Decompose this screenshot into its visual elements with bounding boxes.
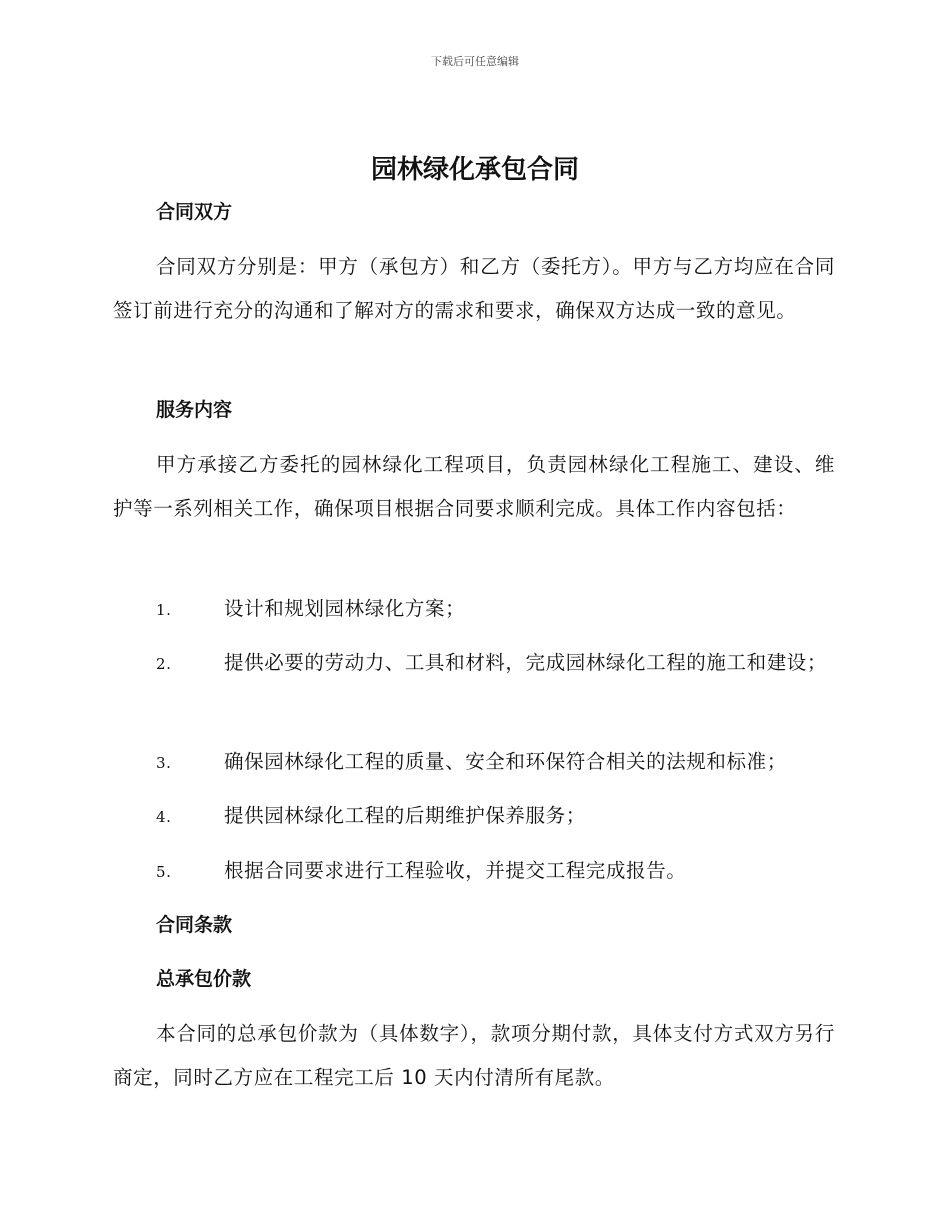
list-item bbox=[113, 849, 835, 894]
list-item-number: 4. bbox=[156, 808, 172, 826]
document-title: 园林绿化承包合同 bbox=[370, 155, 579, 185]
list-item bbox=[113, 794, 835, 839]
list-item-text: 确保园林绿化工程的质量、安全和环保符合相关的法规和标准； bbox=[224, 750, 787, 773]
list-item bbox=[113, 587, 835, 632]
list-item-text: 根据合同要求进行工程验收，并提交工程完成报告。 bbox=[224, 859, 687, 882]
section-heading-price: 总承包价款 bbox=[156, 968, 252, 990]
list-item-number: 1. bbox=[156, 601, 172, 619]
section-heading-parties: 合同双方 bbox=[156, 201, 233, 223]
list-item bbox=[113, 641, 835, 686]
paragraph-service: 甲方承接乙方委托的园林绿化工程项目，负责园林绿化工程施工、建设、维护等一系列相关工作，确保项目根据合同要求顺利完成。具体工作内容包括： bbox=[113, 453, 835, 520]
page-header: 下载后可任意编辑 bbox=[431, 55, 519, 68]
list-item-text: 设计和规划园林绿化方案； bbox=[224, 597, 466, 620]
section-heading-terms: 合同条款 bbox=[156, 914, 233, 936]
paragraph-parties: 合同双方分别是：甲方（承包方）和乙方（委托方）。甲方与乙方均应在合同签订前进行充分的沟通和了解对方的需求和要求，确保双方达成一致的意见。 bbox=[113, 255, 835, 322]
list-item-number: 2. bbox=[156, 655, 172, 673]
list-item-number: 5. bbox=[156, 863, 172, 881]
paragraph-price: 本合同的总承包价款为（具体数字），款项分期付款，具体支付方式双方另行商定，同时乙方应在工程完工后 10 天内付清所有尾款。 bbox=[113, 1022, 835, 1089]
section-heading-service: 服务内容 bbox=[156, 399, 233, 421]
list-item-number: 3. bbox=[156, 754, 172, 772]
list-item-text: 提供必要的劳动力、工具和材料，完成园林绿化工程的施工和建设； bbox=[224, 651, 828, 674]
list-item-text: 提供园林绿化工程的后期维护保养服务； bbox=[224, 804, 586, 827]
list-item bbox=[113, 740, 835, 785]
